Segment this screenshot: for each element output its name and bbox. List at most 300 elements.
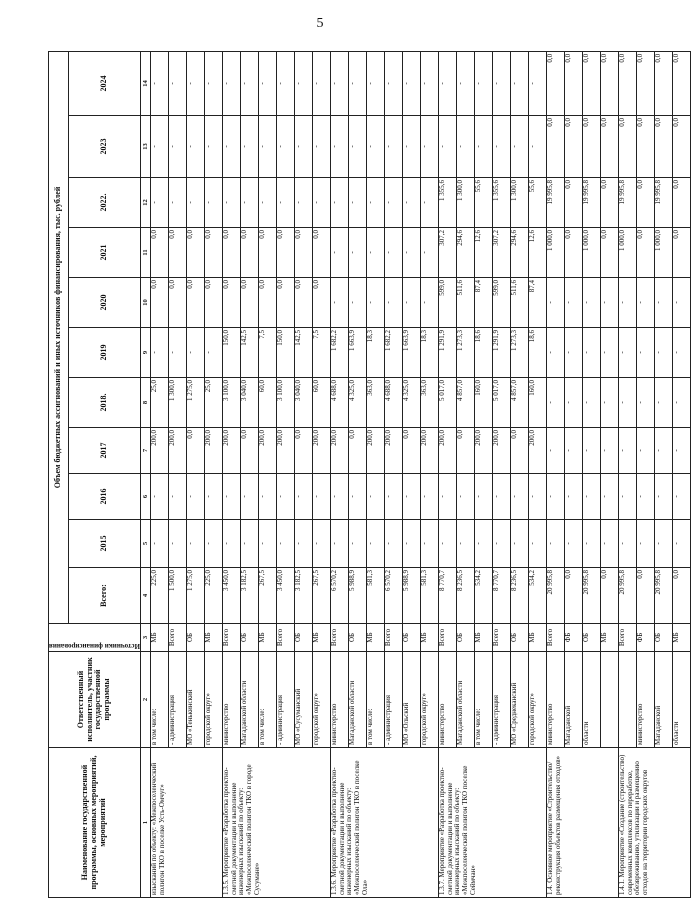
- value-cell: 1 355,6: [438, 178, 456, 228]
- value-cell: 0,0: [510, 428, 528, 474]
- value-cell: -: [312, 116, 330, 178]
- value-cell: -: [150, 51, 168, 115]
- value-cell: 60,0: [312, 378, 330, 428]
- value-cell: 5 017,0: [492, 378, 510, 428]
- value-cell: 599,0: [438, 278, 456, 328]
- responsible-cell: городской округ»: [528, 652, 546, 748]
- value-cell: -: [366, 116, 384, 178]
- value-cell: -: [474, 520, 492, 568]
- value-cell: -: [582, 428, 600, 474]
- total-value-cell: 20 995,8: [546, 568, 564, 624]
- value-cell: 1 000,0: [582, 228, 600, 278]
- value-cell: -: [150, 474, 168, 520]
- value-cell: 363,0: [366, 378, 384, 428]
- value-cell: -: [510, 474, 528, 520]
- source-cell: МБ: [474, 624, 492, 652]
- column-number: 5: [140, 520, 150, 568]
- value-cell: 0,0: [600, 178, 618, 228]
- total-value-cell: 5 988,9: [402, 568, 420, 624]
- source-cell: ОБ: [456, 624, 474, 652]
- value-cell: -: [654, 520, 672, 568]
- total-value-cell: 5 988,9: [348, 568, 366, 624]
- col-total-header: Всего:: [68, 568, 140, 624]
- value-cell: 0,0: [600, 51, 618, 115]
- responsible-cell: министерство: [438, 652, 456, 748]
- value-cell: -: [222, 178, 240, 228]
- source-cell: Всего: [546, 624, 564, 652]
- col-source-header: [49, 624, 141, 652]
- value-cell: 200,0: [150, 428, 168, 474]
- column-number: 14: [140, 51, 150, 115]
- column-number: 9: [140, 328, 150, 378]
- total-value-cell: 534,2: [528, 568, 546, 624]
- value-cell: -: [564, 378, 582, 428]
- year-header: 2021: [68, 228, 140, 278]
- responsible-cell: городской округ»: [204, 652, 222, 748]
- value-cell: -: [420, 474, 438, 520]
- value-cell: -: [384, 178, 402, 228]
- value-cell: -: [474, 51, 492, 115]
- value-cell: -: [330, 51, 348, 115]
- value-cell: -: [258, 520, 276, 568]
- value-cell: -: [330, 520, 348, 568]
- total-value-cell: 3 450,0: [276, 568, 294, 624]
- source-cell: Всего: [438, 624, 456, 652]
- responsible-cell: МО «Сусуманский: [294, 652, 312, 748]
- value-cell: 1 291,9: [438, 328, 456, 378]
- value-cell: 0,0: [456, 428, 474, 474]
- value-cell: -: [258, 178, 276, 228]
- value-cell: -: [294, 178, 312, 228]
- total-value-cell: 20 995,8: [582, 568, 600, 624]
- value-cell: -: [456, 116, 474, 178]
- value-cell: -: [618, 428, 636, 474]
- value-cell: -: [672, 278, 690, 328]
- value-cell: -: [654, 328, 672, 378]
- item-name-cell: 1.3.5. Мероприятие «Разработка проектно-сметной документации и выполнение инженерных изысканий по объекту: «Межпоселенческий полигон ТКО в городе Сусумане»: [222, 748, 330, 898]
- responsible-cell: [600, 652, 618, 748]
- value-cell: 12,6: [474, 228, 492, 278]
- value-cell: -: [276, 520, 294, 568]
- value-cell: -: [294, 520, 312, 568]
- col-volume-header: Объем бюджетных ассигнований и иных источников финансирования, тыс. рублей: [49, 51, 69, 623]
- source-cell: МБ: [258, 624, 276, 652]
- value-cell: -: [150, 116, 168, 178]
- value-cell: 0,0: [186, 228, 204, 278]
- value-cell: -: [348, 278, 366, 328]
- value-cell: 25,0: [204, 378, 222, 428]
- year-header: 2015: [68, 520, 140, 568]
- col-name-header: Наименование государственной программы, основных мероприятий, мероприятий: [49, 748, 141, 898]
- value-cell: -: [618, 520, 636, 568]
- value-cell: 294,6: [510, 228, 528, 278]
- item-name-cell: 1.4.1. Мероприятие «Создание (строительство) современных комплексов по переработке, обезвреживанию, утилизации и размещению отходов на территории городских округов: [618, 748, 690, 898]
- value-cell: 1 273,3: [510, 328, 528, 378]
- value-cell: 7,5: [312, 328, 330, 378]
- value-cell: -: [546, 520, 564, 568]
- value-cell: 0,0: [600, 228, 618, 278]
- value-cell: 1 355,6: [492, 178, 510, 228]
- value-cell: -: [528, 474, 546, 520]
- value-cell: -: [582, 474, 600, 520]
- rotated-table-area: [48, 52, 680, 898]
- source-cell: ОБ: [654, 624, 672, 652]
- value-cell: 0,0: [294, 278, 312, 328]
- value-cell: -: [618, 474, 636, 520]
- value-cell: 0,0: [672, 228, 690, 278]
- value-cell: -: [672, 328, 690, 378]
- value-cell: -: [384, 474, 402, 520]
- value-cell: 1 300,0: [168, 378, 186, 428]
- value-cell: 1 000,0: [618, 228, 636, 278]
- value-cell: 4 857,0: [456, 378, 474, 428]
- value-cell: -: [384, 278, 402, 328]
- year-header: 2020: [68, 278, 140, 328]
- value-cell: 19 995,8: [546, 178, 564, 228]
- value-cell: 4 857,0: [510, 378, 528, 428]
- total-value-cell: 3 182,5: [240, 568, 258, 624]
- value-cell: 200,0: [438, 428, 456, 474]
- total-value-cell: 267,5: [312, 568, 330, 624]
- value-cell: -: [150, 520, 168, 568]
- value-cell: -: [636, 428, 654, 474]
- responsible-cell: области: [672, 652, 690, 748]
- value-cell: -: [636, 474, 654, 520]
- value-cell: 0,0: [186, 278, 204, 328]
- value-cell: -: [240, 178, 258, 228]
- value-cell: 0,0: [204, 228, 222, 278]
- responsible-cell: - администрация: [276, 652, 294, 748]
- source-cell: ОБ: [186, 624, 204, 652]
- value-cell: -: [150, 178, 168, 228]
- value-cell: -: [150, 328, 168, 378]
- value-cell: -: [312, 474, 330, 520]
- value-cell: -: [168, 474, 186, 520]
- value-cell: 0,0: [618, 116, 636, 178]
- value-cell: -: [384, 51, 402, 115]
- year-header: 2018.: [68, 378, 140, 428]
- page-number: 5: [316, 16, 324, 31]
- value-cell: -: [348, 51, 366, 115]
- value-cell: 55,6: [474, 178, 492, 228]
- value-cell: 0,0: [240, 428, 258, 474]
- responsible-cell: МО «Тенькинский: [186, 652, 204, 748]
- value-cell: 0,0: [402, 428, 420, 474]
- value-cell: -: [420, 116, 438, 178]
- value-cell: 0,0: [636, 178, 654, 228]
- value-cell: -: [636, 378, 654, 428]
- value-cell: -: [168, 178, 186, 228]
- value-cell: -: [240, 51, 258, 115]
- value-cell: 200,0: [312, 428, 330, 474]
- column-number: 3: [140, 624, 150, 652]
- value-cell: -: [186, 474, 204, 520]
- total-value-cell: 8 236,5: [510, 568, 528, 624]
- value-cell: 363,0: [420, 378, 438, 428]
- value-cell: -: [240, 474, 258, 520]
- value-cell: 0,0: [294, 228, 312, 278]
- value-cell: -: [348, 178, 366, 228]
- value-cell: 3 040,0: [240, 378, 258, 428]
- value-cell: 0,0: [636, 51, 654, 115]
- total-value-cell: 0,0: [564, 568, 582, 624]
- value-cell: 200,0: [258, 428, 276, 474]
- value-cell: -: [186, 520, 204, 568]
- value-cell: -: [402, 474, 420, 520]
- value-cell: 0,0: [348, 428, 366, 474]
- value-cell: 18,6: [528, 328, 546, 378]
- value-cell: 1 275,0: [186, 378, 204, 428]
- value-cell: 0,0: [186, 428, 204, 474]
- financing-table-container: [48, 52, 680, 898]
- value-cell: 0,0: [582, 51, 600, 115]
- year-header: 2023: [68, 116, 140, 178]
- value-cell: -: [384, 520, 402, 568]
- value-cell: -: [546, 428, 564, 474]
- responsible-cell: МО «Среднеканский: [510, 652, 528, 748]
- value-cell: -: [312, 520, 330, 568]
- responsible-cell: - администрация: [168, 652, 186, 748]
- value-cell: 4 688,0: [330, 378, 348, 428]
- value-cell: -: [672, 474, 690, 520]
- responsible-cell: Магаданской области: [456, 652, 474, 748]
- total-value-cell: 3 182,5: [294, 568, 312, 624]
- col-resp-header: Ответственный исполнитель, участник государственной программы: [49, 652, 141, 748]
- value-cell: -: [510, 520, 528, 568]
- value-cell: 3 100,0: [222, 378, 240, 428]
- value-cell: 87,4: [474, 278, 492, 328]
- value-cell: 0,0: [222, 228, 240, 278]
- column-number: 11: [140, 228, 150, 278]
- responsible-cell: министерство: [222, 652, 240, 748]
- value-cell: 511,6: [456, 278, 474, 328]
- value-cell: -: [564, 428, 582, 474]
- value-cell: -: [528, 116, 546, 178]
- value-cell: 4 325,0: [402, 378, 420, 428]
- value-cell: -: [168, 116, 186, 178]
- value-cell: -: [222, 51, 240, 115]
- value-cell: -: [618, 378, 636, 428]
- total-value-cell: 8 770,7: [492, 568, 510, 624]
- year-header: 2024: [68, 51, 140, 115]
- column-number: 10: [140, 278, 150, 328]
- value-cell: 1 273,3: [456, 328, 474, 378]
- value-cell: 0,0: [564, 51, 582, 115]
- value-cell: -: [654, 428, 672, 474]
- source-cell: ОБ: [348, 624, 366, 652]
- value-cell: -: [474, 474, 492, 520]
- value-cell: 200,0: [474, 428, 492, 474]
- value-cell: 0,0: [150, 278, 168, 328]
- responsible-cell: министерство: [636, 652, 654, 748]
- value-cell: 0,0: [312, 228, 330, 278]
- value-cell: -: [276, 178, 294, 228]
- value-cell: -: [582, 520, 600, 568]
- value-cell: -: [312, 178, 330, 228]
- value-cell: -: [600, 520, 618, 568]
- responsible-cell: в том числе:: [474, 652, 492, 748]
- column-number: 1: [140, 748, 150, 898]
- total-value-cell: 8 770,7: [438, 568, 456, 624]
- value-cell: -: [438, 116, 456, 178]
- value-cell: -: [402, 178, 420, 228]
- value-cell: -: [564, 328, 582, 378]
- value-cell: 0,0: [240, 278, 258, 328]
- value-cell: 0,0: [672, 51, 690, 115]
- value-cell: 4 688,0: [384, 378, 402, 428]
- value-cell: 0,0: [168, 228, 186, 278]
- total-value-cell: 534,2: [474, 568, 492, 624]
- value-cell: -: [636, 328, 654, 378]
- value-cell: -: [258, 51, 276, 115]
- value-cell: -: [546, 378, 564, 428]
- column-number: 13: [140, 116, 150, 178]
- total-value-cell: 20 995,8: [654, 568, 672, 624]
- total-value-cell: 8 236,5: [456, 568, 474, 624]
- value-cell: -: [510, 116, 528, 178]
- value-cell: 200,0: [222, 428, 240, 474]
- source-cell: ОБ: [510, 624, 528, 652]
- table-row: [330, 51, 348, 897]
- value-cell: -: [402, 520, 420, 568]
- value-cell: -: [348, 520, 366, 568]
- value-cell: -: [276, 116, 294, 178]
- year-header: 2017: [68, 428, 140, 474]
- value-cell: 25,0: [150, 378, 168, 428]
- source-cell: Всего: [168, 624, 186, 652]
- source-cell: МБ: [600, 624, 618, 652]
- responsible-cell: области: [582, 652, 600, 748]
- source-cell: Всего: [330, 624, 348, 652]
- value-cell: 0,0: [276, 228, 294, 278]
- value-cell: -: [168, 520, 186, 568]
- year-header: 2022.: [68, 178, 140, 228]
- value-cell: -: [492, 474, 510, 520]
- value-cell: 4 325,0: [348, 378, 366, 428]
- value-cell: -: [420, 178, 438, 228]
- value-cell: 18,3: [366, 328, 384, 378]
- total-value-cell: 581,3: [366, 568, 384, 624]
- value-cell: -: [186, 51, 204, 115]
- total-value-cell: 1 500,0: [168, 568, 186, 624]
- responsible-cell: городской округ»: [420, 652, 438, 748]
- value-cell: -: [456, 51, 474, 115]
- value-cell: -: [402, 116, 420, 178]
- value-cell: 12,6: [528, 228, 546, 278]
- value-cell: -: [366, 474, 384, 520]
- value-cell: -: [492, 520, 510, 568]
- column-number: 8: [140, 378, 150, 428]
- value-cell: 19 995,8: [618, 178, 636, 228]
- value-cell: -: [276, 51, 294, 115]
- column-number: 12: [140, 178, 150, 228]
- value-cell: 18,6: [474, 328, 492, 378]
- value-cell: 142,5: [294, 328, 312, 378]
- source-cell: МБ: [672, 624, 690, 652]
- value-cell: -: [366, 228, 384, 278]
- column-number: 6: [140, 474, 150, 520]
- value-cell: -: [672, 520, 690, 568]
- responsible-cell: - администрация: [492, 652, 510, 748]
- source-cell: ОБ: [402, 624, 420, 652]
- value-cell: 0,0: [564, 178, 582, 228]
- total-value-cell: 581,3: [420, 568, 438, 624]
- value-cell: -: [258, 116, 276, 178]
- table-row: [150, 51, 168, 897]
- value-cell: 0,0: [294, 428, 312, 474]
- column-number: 2: [140, 652, 150, 748]
- value-cell: -: [438, 520, 456, 568]
- column-number: 7: [140, 428, 150, 474]
- value-cell: 0,0: [222, 278, 240, 328]
- total-value-cell: 1 275,0: [186, 568, 204, 624]
- value-cell: 0,0: [258, 278, 276, 328]
- value-cell: -: [294, 474, 312, 520]
- value-cell: 294,6: [456, 228, 474, 278]
- source-cell: Всего: [222, 624, 240, 652]
- value-cell: -: [204, 116, 222, 178]
- source-cell: ФБ: [636, 624, 654, 652]
- total-value-cell: 0,0: [600, 568, 618, 624]
- value-cell: 0,0: [240, 228, 258, 278]
- value-cell: 1 000,0: [546, 228, 564, 278]
- value-cell: 0,0: [654, 116, 672, 178]
- value-cell: 160,0: [474, 378, 492, 428]
- value-cell: 1 300,0: [510, 178, 528, 228]
- value-cell: -: [600, 474, 618, 520]
- item-name-cell: 1.3.7. Мероприятие «Разработка проектно-сметной документации и выполнение инженерных изысканий по объекту: «Межпоселенческий полигон ТКО поселке Сеймчан»: [438, 748, 546, 898]
- source-cell: МБ: [528, 624, 546, 652]
- value-cell: -: [600, 378, 618, 428]
- value-cell: -: [528, 520, 546, 568]
- total-value-cell: 0,0: [636, 568, 654, 624]
- value-cell: 19 995,8: [654, 178, 672, 228]
- value-cell: -: [672, 428, 690, 474]
- value-cell: -: [582, 378, 600, 428]
- item-name-cell: изысканий по объекту: «Межпоселенческий полигон ТКО в поселке Усть-Омчуг»: [150, 748, 222, 898]
- value-cell: -: [600, 328, 618, 378]
- value-cell: -: [276, 474, 294, 520]
- value-cell: 160,0: [528, 378, 546, 428]
- responsible-cell: - администрация: [384, 652, 402, 748]
- total-value-cell: 267,5: [258, 568, 276, 624]
- responsible-cell: министерство: [330, 652, 348, 748]
- value-cell: 0,0: [564, 228, 582, 278]
- value-cell: -: [618, 278, 636, 328]
- value-cell: 200,0: [528, 428, 546, 474]
- value-cell: -: [204, 328, 222, 378]
- responsible-cell: Магаданской области: [348, 652, 366, 748]
- value-cell: -: [402, 51, 420, 115]
- year-header: 2019: [68, 328, 140, 378]
- value-cell: -: [420, 278, 438, 328]
- value-cell: 5 017,0: [438, 378, 456, 428]
- value-cell: 0,0: [582, 116, 600, 178]
- value-cell: -: [204, 51, 222, 115]
- value-cell: -: [564, 520, 582, 568]
- total-value-cell: 6 570,2: [330, 568, 348, 624]
- table-row: [546, 51, 564, 897]
- value-cell: -: [366, 520, 384, 568]
- value-cell: 0,0: [276, 278, 294, 328]
- value-cell: -: [546, 474, 564, 520]
- value-cell: 200,0: [204, 428, 222, 474]
- value-cell: -: [564, 474, 582, 520]
- value-cell: 0,0: [564, 116, 582, 178]
- total-value-cell: 6 570,2: [384, 568, 402, 624]
- year-header: 2016: [68, 474, 140, 520]
- value-cell: -: [366, 278, 384, 328]
